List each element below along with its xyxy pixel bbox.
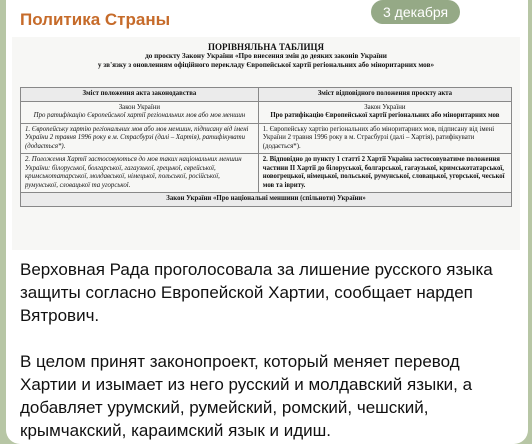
message-bubble	[6, 0, 528, 444]
channel-name[interactable]: Политика Страны	[20, 10, 171, 29]
comparison-table	[20, 87, 512, 207]
message-paragraph: В целом принят законопроект, который меняет перевод Хартии и изымает из него русский и молдавский языки, а добавляет урумский, румейский, ромский, чешский, крымчакский, караимский язык и идиш.	[20, 352, 473, 440]
date-badge: 3 декабря	[371, 0, 460, 24]
document-title: ПОРІВНЯЛЬНА ТАБЛИЦЯ	[208, 42, 324, 52]
table-row	[21, 101, 512, 123]
table-cell	[258, 101, 511, 123]
footer-cell: Закон України «Про національні меншини (спільноти) України»	[21, 193, 512, 207]
table-cell: 2. Відповідно до пункту 1 статті 2 Хартії Україна застосовуватиме положення частини II Хартії до білоруської, болгарської, гагаузької, кримськотатарської, новогрецької, німецької, польської, румунської, словацької, угорської, чеської мов та івриту.	[258, 154, 511, 193]
law-title-left: Про ратифікацію Європейської хартії регіональних мов або мов меншин	[33, 112, 246, 119]
law-label-right: Закон України	[364, 103, 406, 111]
message-text	[20, 258, 520, 444]
table-header-row	[21, 88, 512, 102]
document-subtitle-2: у зв'язку з оновленням офіційного перекладу Європейської хартії регіональних або міноритарних мов»	[97, 61, 435, 69]
table-cell: 2. Положення Хартії застосовуються до мов таких національних меншин України: білоруської, болгарської, гагаузької, грецької, єврейської, кримськотатарської, молдавської, німецької, польської, російської, румунської, словацької та угорської.	[21, 154, 259, 193]
document-subtitle-1: до проєкту Закону України «Про внесення змін до деяких законів України	[145, 52, 387, 60]
table-cell	[21, 101, 259, 123]
law-label-left: Закон України	[118, 103, 160, 111]
column-header-left: Зміст положення акта законодавства	[21, 88, 259, 102]
document-image[interactable]	[12, 37, 520, 250]
message-paragraph: Верховная Рада проголосовала за лишение русского языка защиты согласно Европейской Хартии, сообщает нардеп Вятрович.	[20, 260, 493, 325]
column-header-right: Зміст відповідного положення проєкту акта	[258, 88, 511, 102]
table-cell: 1. Європейську хартію регіональних або міноритарних мов, підписану від імені України 2 травня 1996 року в м. Страсбурзі (далі – Хартія), ратифікувати (додається*).	[258, 123, 511, 154]
table-cell: 1. Європейську хартію регіональних мов або мов меншин, підписану від імені України 2 травня 1996 року в м. Страсбурзі (далі – Хартія), ратифікувати (додається*).	[21, 123, 259, 154]
law-title-right: Про ратифікацію Європейської хартії регіональних або міноритарних мов	[270, 112, 500, 119]
table-footer-row	[21, 193, 512, 207]
table-row	[21, 154, 512, 193]
table-row	[21, 123, 512, 154]
